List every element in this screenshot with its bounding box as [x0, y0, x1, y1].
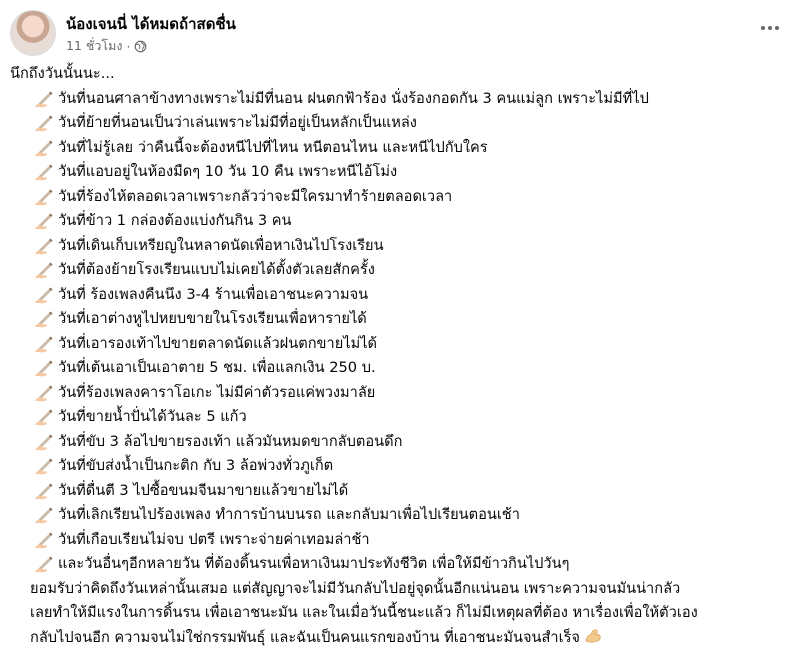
list-item-text: วันที่ดื่นตี 3 ไปซื้อขนมจีนมาขายแล้วขายไม่ได้	[58, 481, 349, 499]
list-item	[10, 234, 790, 259]
writing-hand-icon	[34, 506, 54, 524]
list-item-text: วันที่เลิกเรียนไปร้องเพลง ทำการบ้านบนรถ และกลับมาเพื่อไปเรียนตอนเช้า	[58, 506, 520, 523]
writing-hand-icon	[34, 457, 54, 475]
writing-hand-icon	[34, 139, 54, 157]
list-item-text: วันที่ต้องย้ายโรงเรียนแบบไม่เคยได้ตั้งตัวเลยสักครั้ง	[58, 261, 375, 278]
list-item-text: วันที่ร้องเพลงคาราโอเกะ ไม่มีค่าตัวรอแค่พวงมาลัย	[58, 383, 376, 401]
list-item-text: วันที่แอบอยู่ในห้องมืดๆ 10 วัน 10 คืน เพราะหนีไอ้โม่ง	[58, 163, 398, 180]
list-item-text: วันที่นอนศาลาข้างทางเพราะไม่มีที่นอน ฝนตกฟ้าร้อง นั่งร้องกอดกัน 3 คนแม่ลูก เพราะไม่มีที่ไป	[58, 89, 649, 107]
writing-hand-icon	[34, 555, 54, 573]
list-item-text: และวันอื่นๆอีกหลายวัน ที่ต้องดิ้นรนเพื่อหาเงินมาประทังชีวิต เพื่อให้มีข้าวกินไปวันๆ	[58, 555, 570, 572]
writing-hand-icon	[34, 482, 54, 500]
flexed-biceps-icon	[584, 628, 602, 644]
list-item-text: วันที่ร้องไห้ตลอดเวลาเพราะกลัวว่าจะมีใครมาทำร้ายตลอดเวลา	[58, 187, 453, 205]
writing-hand-icon	[34, 237, 54, 255]
post-body	[10, 62, 790, 650]
writing-hand-icon	[34, 212, 54, 230]
closing-text: ยอมรับว่าคิดถึงวันเหล่านั้นเสมอ แต่สัญญาจะไม่มีวันกลับไปอยู่จุดนั้นอีกแน่นอน เพราะความจนมันน่ากลัว เลยทำให้มีแรงในการดิ้นรน เพื่อเอาชนะมัน และในเมื่อวันนี้ชนะแล้ว ก็ไม่มีเหตุผลที่ต้อง หาเรื่องเพื่อให้ตัวเอง กลับไปจนอีก ความจนไม่ใช่กรรมพันธุ์ และฉันเป็นคนแรกของบ้าน ที่เอาชนะมันจนสำเร็จ	[30, 579, 698, 646]
list-item	[10, 136, 790, 161]
list-item-text: วันที่ย้ายที่นอนเป็นว่าเล่นเพราะไม่มีที่อยู่เป็นหลักเป็นแหล่ง	[58, 114, 417, 131]
writing-hand-icon	[34, 408, 54, 426]
writing-hand-icon	[34, 261, 54, 279]
list-item	[10, 552, 790, 577]
list-item	[10, 258, 790, 283]
writing-hand-icon	[34, 531, 54, 549]
list-item-text: วันที่เอาต่างหูไปหยบขายในโรงเรียนเพื่อหารายได้	[58, 310, 367, 327]
writing-hand-icon	[34, 433, 54, 451]
list-item-text: วันที่เอารองเท้าไปขายตลาดนัดแล้วฝนตกขายไม่ได้	[58, 334, 378, 352]
list-item-text: วันที่เต้นเอาเป็นเอาตาย 5 ชม. เพื่อแลกเงิน 250 บ.	[58, 359, 376, 376]
list-item	[10, 111, 790, 136]
list-item	[10, 209, 790, 234]
list-item-text: วันที่ ร้องเพลงคืนนึง 3-4 ร้านเพื่อเอาชนะความจน	[58, 285, 369, 303]
writing-hand-icon	[34, 384, 54, 402]
list-item	[10, 307, 790, 332]
writing-hand-icon	[34, 188, 54, 206]
list-item	[10, 185, 790, 210]
list-item	[10, 381, 790, 406]
post-time[interactable]: 11 ชั่วโมง	[66, 38, 123, 53]
writing-hand-icon	[34, 90, 54, 108]
list-item-text: วันที่ขับ 3 ล้อไปขายรองเท้า แล้วมันหมดขากลับตอนดึก	[58, 432, 403, 450]
post-header	[10, 10, 790, 60]
post-meta: 11 ชั่วโมง ·	[66, 36, 147, 56]
writing-hand-icon	[34, 163, 54, 181]
list-item	[10, 430, 790, 455]
avatar[interactable]	[10, 10, 56, 56]
list-item-text: วันที่ขายน้ำปั่นได้วันละ 5 แก้ว	[58, 408, 247, 425]
list-item	[10, 528, 790, 553]
list-item	[10, 283, 790, 308]
memory-list	[10, 87, 790, 577]
more-options-icon[interactable]	[758, 20, 782, 36]
list-item	[10, 356, 790, 381]
list-item-text: วันที่เดินเก็บเหรียญในหลาดนัดเพื่อหาเงินไปโรงเรียน	[58, 236, 384, 254]
list-item	[10, 503, 790, 528]
writing-hand-icon	[34, 359, 54, 377]
list-item-text: วันที่ขับส่งน้ำเป็นกะติก กับ 3 ล้อพ่วงทั่วภูเก็ต	[58, 457, 334, 474]
list-item	[10, 405, 790, 430]
list-item	[10, 454, 790, 479]
list-item-text: วันที่ไม่รู้เลย ว่าคืนนี้จะต้องหนีไปที่ไหน หนีตอนไหน และหนีไปกับใคร	[58, 138, 488, 156]
author-name[interactable]: น้องเจนนี่ ได้หมดถ้าสดชื่น	[66, 15, 236, 33]
list-item-text: วันที่เกือบเรียนไม่จบ ปตรี เพราะจ่ายค่าเทอมล่าช้า	[58, 530, 370, 548]
writing-hand-icon	[34, 114, 54, 132]
post-intro: นึกถึงวันนั้นนะ...	[10, 65, 115, 82]
writing-hand-icon	[34, 335, 54, 353]
closing-paragraph	[10, 577, 790, 651]
list-item-text: วันที่ข้าว 1 กล่องต้องแบ่งกันกิน 3 คน	[58, 212, 292, 229]
list-item	[10, 479, 790, 504]
list-item	[10, 332, 790, 357]
list-item	[10, 160, 790, 185]
writing-hand-icon	[34, 310, 54, 328]
globe-icon	[134, 40, 147, 53]
writing-hand-icon	[34, 286, 54, 304]
list-item	[10, 87, 790, 112]
